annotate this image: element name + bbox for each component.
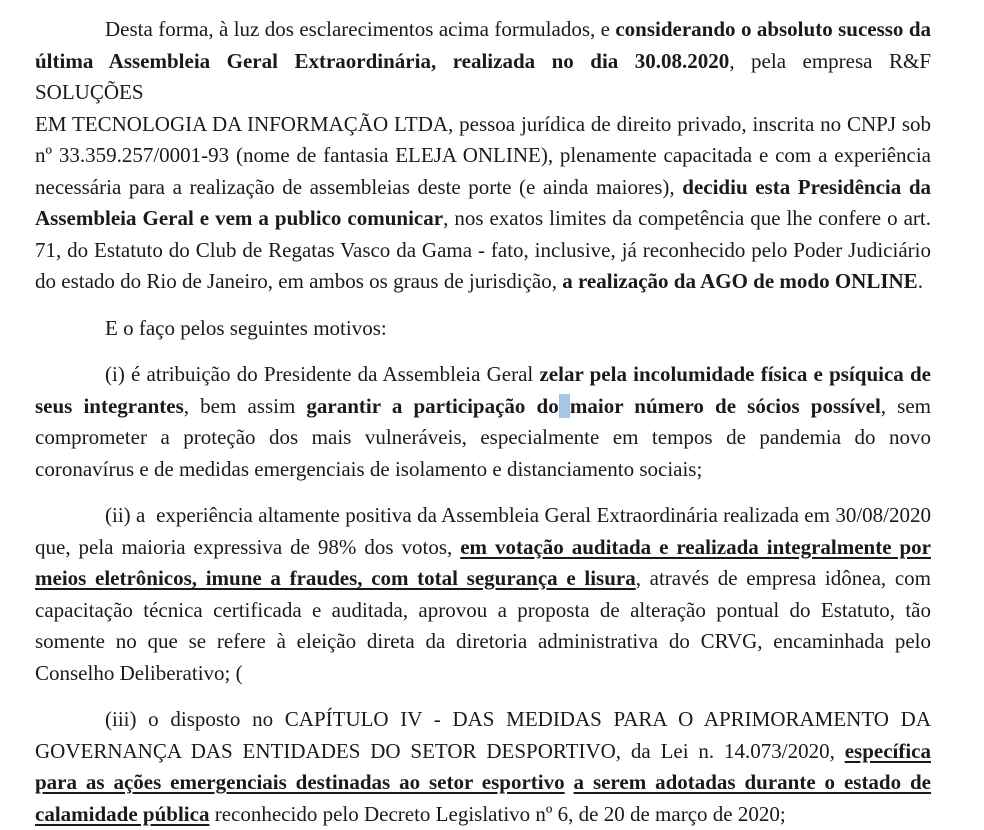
text-line [35, 532, 931, 564]
text-run: em votação auditada e realizada integralmente por [460, 535, 931, 559]
text-run: reconhecido pelo Decreto Legislativo nº 6, de 20 de março de 2020; [209, 802, 785, 826]
text-line [35, 799, 931, 830]
text-line [35, 500, 931, 532]
text-line [35, 391, 931, 423]
paragraph-item-i [35, 359, 931, 485]
text-line [35, 46, 931, 109]
text-run: seus integrantes [35, 394, 184, 418]
text-run: a realização da AGO de modo ONLINE [562, 269, 917, 293]
text-line [35, 140, 931, 172]
text-run: nº 33.359.257/0001-93 (nome de fantasia ELEJA ONLINE), plenamente capacitada e com a experiência [35, 143, 931, 167]
text-line [35, 626, 931, 658]
text-run: considerando o absoluto sucesso da [615, 17, 931, 41]
text-run: específica [845, 739, 931, 763]
text-run: decidiu esta Presidência da [682, 175, 931, 199]
text-run: a serem adotadas durante o estado de [574, 770, 931, 794]
text-run: calamidade pública [35, 802, 209, 826]
text-line [35, 203, 931, 235]
text-line [35, 595, 931, 627]
text-run: maior número de sócios possível [570, 394, 881, 418]
text-run: 71, do Estatuto do Club de Regatas Vasco da Gama - fato, inclusive, já reconhecido pelo Poder Judiciário [35, 238, 931, 262]
text-run: coronavírus e de medidas emergenciais de isolamento e distanciamento sociais; [35, 457, 702, 481]
text-line [35, 422, 931, 454]
text-line [35, 704, 931, 736]
text-run: garantir a participação do [306, 394, 558, 418]
text-run: última Assembleia Geral Extraordinária, realizada no dia 30.08.2020 [35, 49, 729, 73]
paragraph-motivos-lead [35, 313, 931, 345]
text-run [565, 770, 574, 794]
paragraph-item-iii [35, 704, 931, 830]
text-run: Desta forma, à luz dos esclarecimentos acima formulados, e [105, 17, 615, 41]
text-run: para as ações emergenciais destinadas ao setor esportivo [35, 770, 565, 794]
text-line [35, 172, 931, 204]
text-run: GOVERNANÇA DAS ENTIDADES DO SETOR DESPORTIVO, da Lei n. 14.073/2020, [35, 739, 845, 763]
text-run: , bem assim [184, 394, 307, 418]
text-run: necessária para a realização de assembleias deste porte (e ainda maiores), [35, 175, 682, 199]
text-run: zelar pela incolumidade física e psíquica de [539, 362, 931, 386]
text-line [35, 563, 931, 595]
text-run: do estado do Rio de Janeiro, em ambos os graus de jurisdição, [35, 269, 562, 293]
text-run: EM TECNOLOGIA DA INFORMAÇÃO LTDA, pessoa jurídica de direito privado, inscrita no CNPJ sob [35, 112, 931, 136]
text-line [35, 767, 931, 799]
text-selection-highlight [559, 394, 570, 418]
text-line [35, 235, 931, 267]
text-run: , nos exatos limites da competência que lhe confere o art. [443, 206, 931, 230]
text-run: capacitação técnica certificada e auditada, aprovou a proposta de alteração pontual do Estatuto, tão [35, 598, 931, 622]
paragraph-intro [35, 14, 931, 298]
text-run: Assembleia Geral e vem a publico comunicar [35, 206, 443, 230]
text-line [35, 109, 931, 141]
text-run: , pela empresa R&F SOLUÇÕES [35, 49, 931, 105]
text-run: Conselho Deliberativo; ( [35, 661, 243, 685]
text-run: (ii) a experiência altamente positiva da Assembleia Geral Extraordinária realizada em 30/08/2020 [105, 503, 931, 527]
text-run: comprometer a proteção dos mais vulneráveis, especialmente em tempos de pandemia do novo [35, 425, 931, 449]
text-line [35, 454, 931, 486]
text-run: E o faço pelos seguintes motivos: [105, 316, 387, 340]
paragraph-item-ii [35, 500, 931, 689]
text-run: . [918, 269, 923, 293]
text-run: meios eletrônicos, imune a fraudes, com total segurança e lisura [35, 566, 636, 590]
document-body [35, 14, 931, 830]
text-run: (iii) o disposto no CAPÍTULO IV - DAS MEDIDAS PARA O APRIMORAMENTO DA [105, 707, 931, 731]
text-run: , sem [881, 394, 931, 418]
text-run: que, pela maioria expressiva de 98% dos votos, [35, 535, 460, 559]
text-line [35, 359, 931, 391]
text-run: , através de empresa idônea, com [636, 566, 931, 590]
text-line [35, 266, 931, 298]
text-line [35, 658, 931, 690]
text-run: (i) é atribuição do Presidente da Assembleia Geral [105, 362, 539, 386]
text-run: somente no que se refere à eleição direta da diretoria administrativa do CRVG, encaminhada pelo [35, 629, 931, 653]
text-line [35, 14, 931, 46]
text-line [35, 736, 931, 768]
text-line [35, 313, 931, 345]
